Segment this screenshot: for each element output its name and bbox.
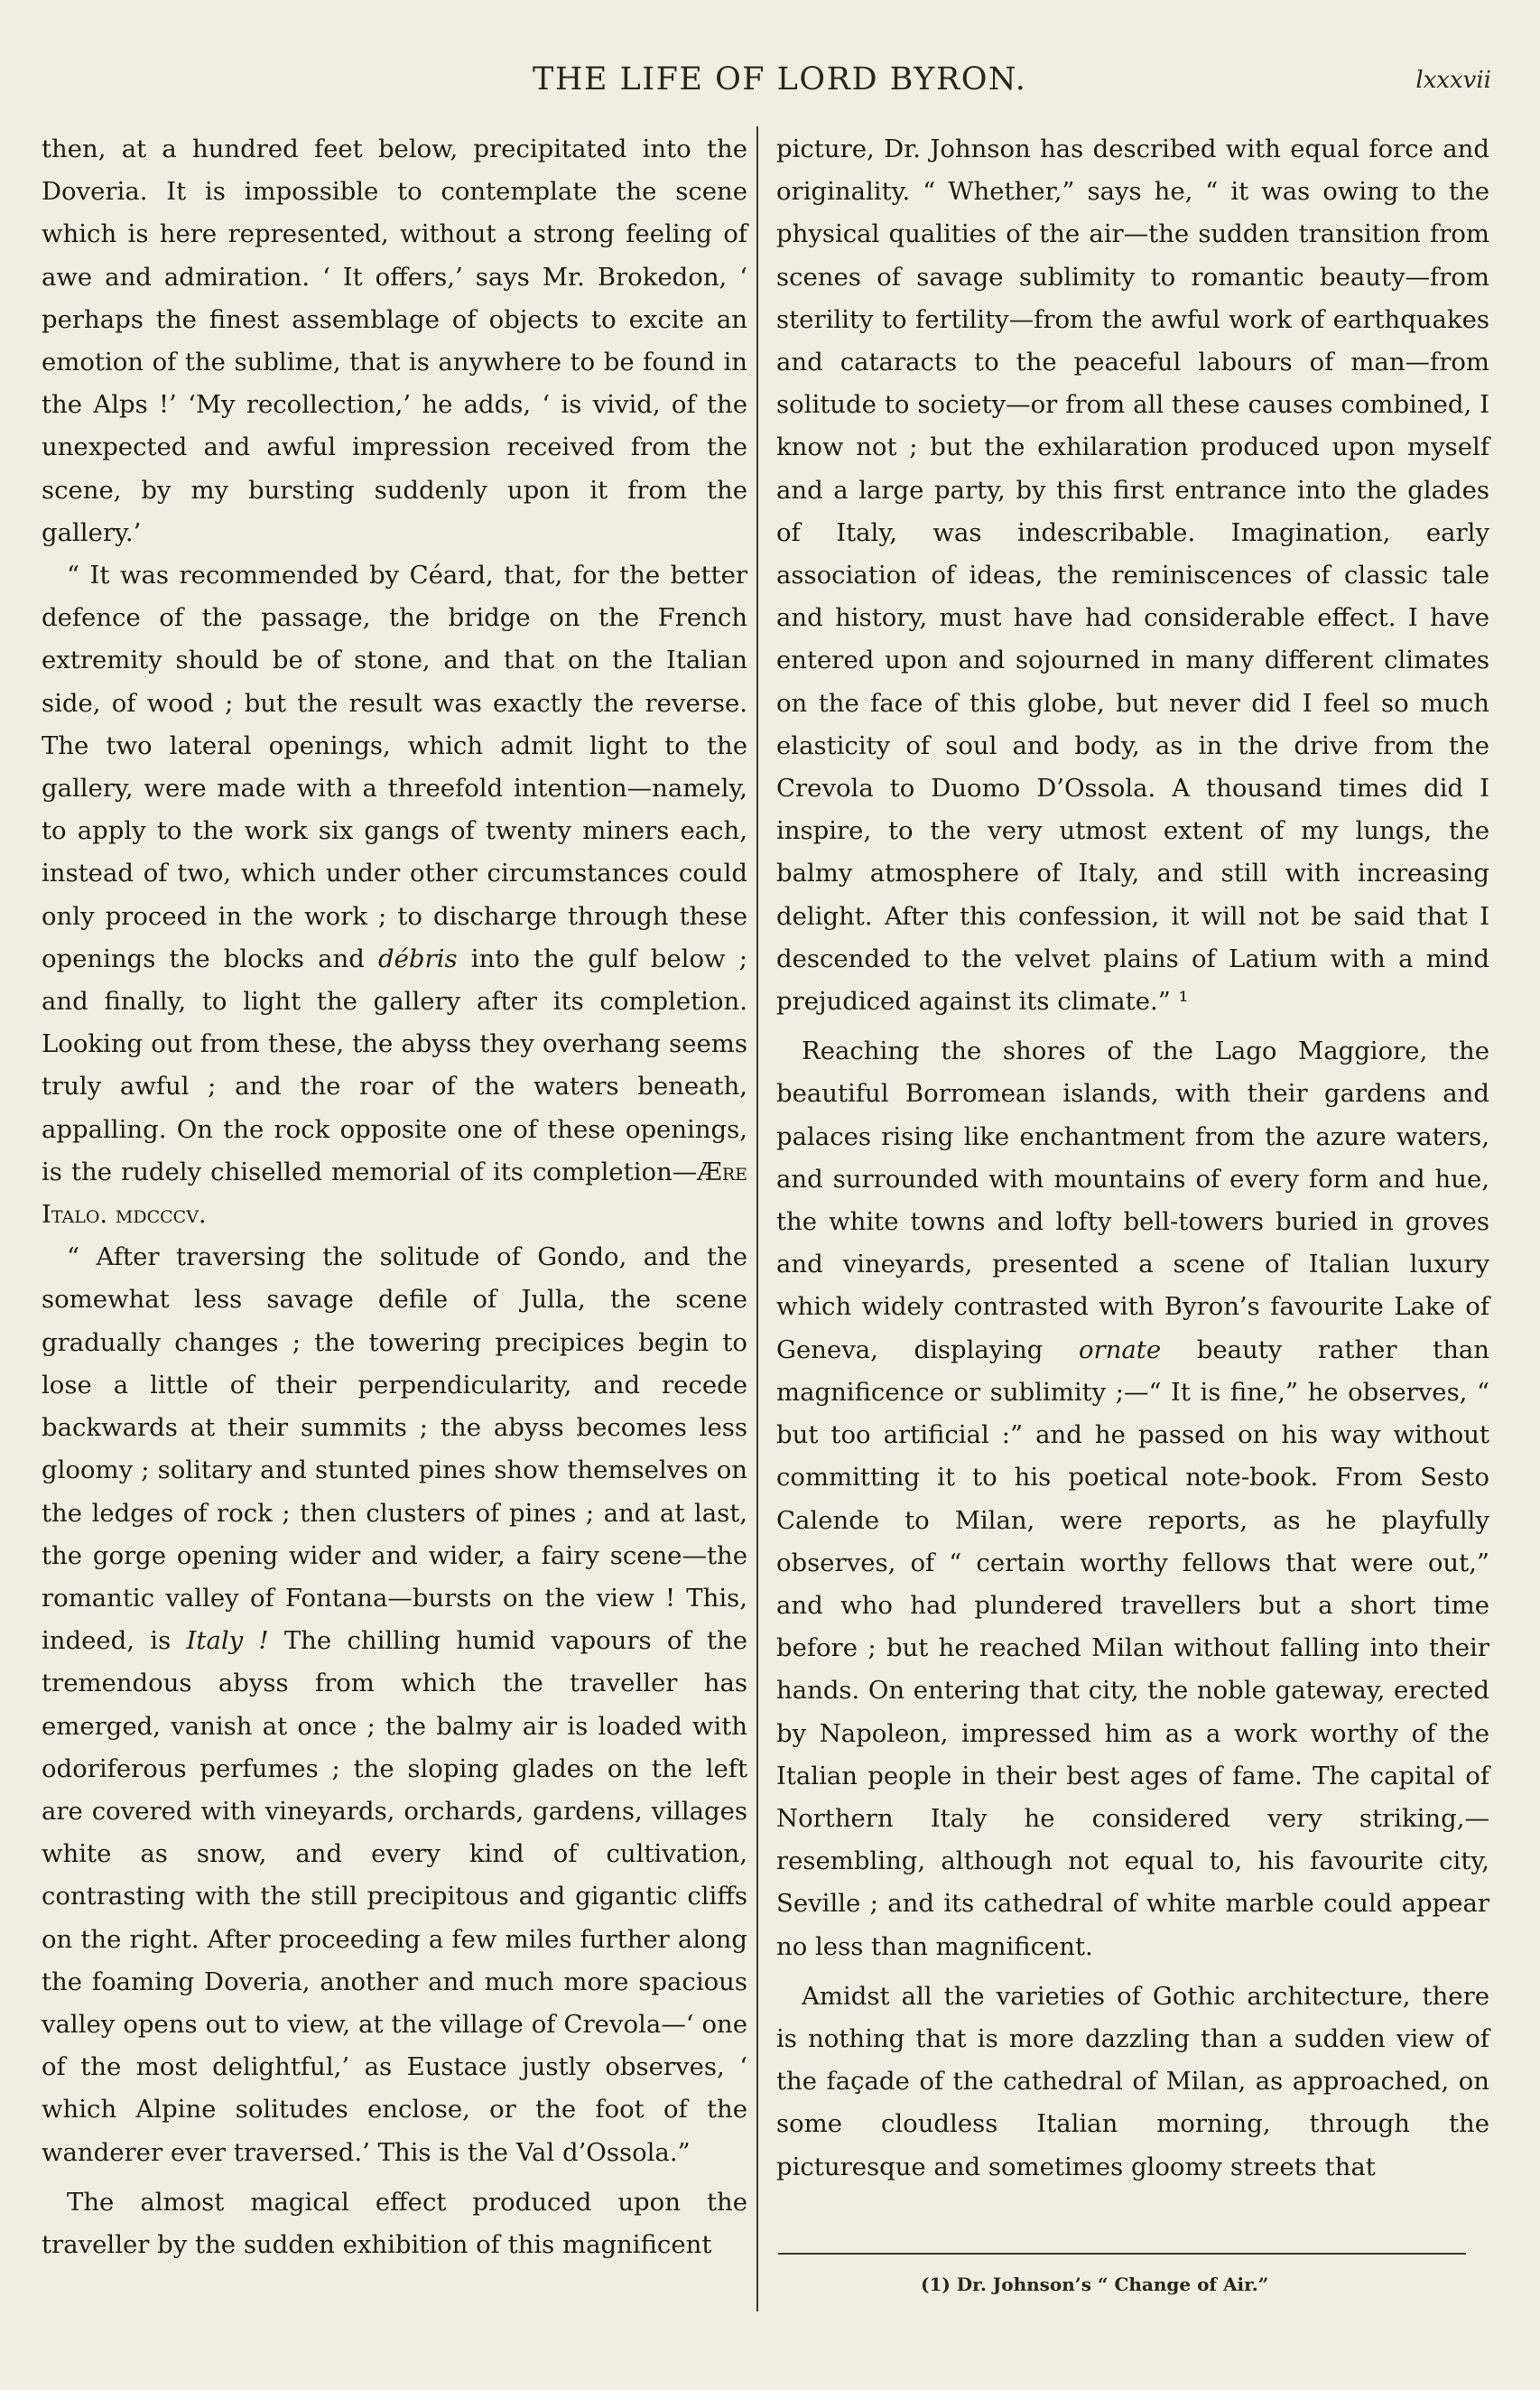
paragraph-ceard bbox=[42, 554, 747, 1236]
paragraph-johnson: picture, Dr. Johnson has described with equal force and originality. “ Whether,” says he, “ it was owing to the physical qualities of the air—the sudden transition from scenes of savage sublimity to romantic beauty—from sterility to fertility—from the awful work of earthquakes and cataracts to the peaceful labours of man—from solitude to society—or from all these causes combined, I know not ; but the exhilaration produced upon myself and a large party, by this first entrance into the glades of Italy, was indescribable. Imagination, early association of ideas, the reminiscences of classic tale and history, must have had considerable effect. I have entered upon and sojourned in many different climates on the face of this globe, but never did I feel so much elasticity of soul and body, as in the drive from the Crevola to Duomo D’Ossola. A thousand times did I inspire, to the very utmost extent of my lungs, the balmy atmosphere of Italy, and still with increasing delight. After this confession, it will not be said that I descended to the velvet plains of Latium with a mind prejudiced against its climate.” ¹ bbox=[776, 135, 1489, 1017]
text-run: “ After traversing the solitude of Gondo, and the somewhat less savage defile of Julla, the scene gradually changes ; the towering precipices begin to lose a little of their perpendicularity, and recede backwards at their summits ; the abyss becomes less gloomy ; solitary and stunted pines show themselves on the ledges of rock ; then clusters of pines ; and at last, the gorge opening wider and wider, a fairy scene—the romantic valley of Fontana—bursts on the view ! This, indeed, is bbox=[42, 1242, 747, 1656]
inscription: Ære Italo. mdcccv. bbox=[42, 1157, 747, 1230]
right-column bbox=[776, 128, 1489, 2189]
footnote-rule bbox=[778, 2253, 1466, 2255]
footnote: (1) Dr. Johnson’s “ Change of Air.” bbox=[921, 2274, 1269, 2295]
text-run: “ It was recommended by Céard, that, for the better defence of the passage, the bridge on the French extremity should be of stone, and that on the Italian side, of wood ; but the result was exactly the reverse. The two lateral openings, which admit light to the gallery, were made with a threefold intention—namely, to apply to the work six gangs of twenty miners each, instead of two, which under other circumstances could only proceed in the work ; to discharge through these openings the blocks and bbox=[42, 561, 747, 973]
text-run: into the gulf below ; and finally, to light the gallery after its completion. Looking out from these, the abyss they overhang seems truly awful ; and the roar of the waters beneath, appalling. On the rock opposite one of these openings, is the rudely chiselled memorial of its completion— bbox=[42, 944, 747, 1186]
page-number: lxxxvii bbox=[1415, 67, 1491, 94]
paragraph-magical-effect: The almost magical effect produced upon the traveller by the sudden exhibition of this magnificent bbox=[42, 2187, 747, 2259]
text-run: The chilling humid vapours of the tremendous abyss from which the traveller has emerged, vanish at once ; the balmy air is loaded with odoriferous perfumes ; the sloping glades on the left are covered with vineyards, orchards, gardens, villages white as snow, and every kind of cultivation, contrasting with the still precipitous and gigantic cliffs on the right. After proceeding a few miles further along the foaming Doveria, another and much more spacious valley opens out to view, at the village of Crevola—‘ one of the most delightful,’ as Eustace justly observes, ‘ which Alpine solitudes enclose, or the foot of the wanderer ever traversed.’ This is the Val d’Ossola.” bbox=[42, 1626, 748, 2167]
paragraph-gothic: Amidst all the varieties of Gothic architecture, there is nothing that is more dazzling than a sudden view of the façade of the cathedral of Milan, as approached, on some cloudless Italian morning, through the picturesque and sometimes gloomy streets that bbox=[776, 1981, 1489, 2181]
italic-term: Italy ! bbox=[186, 1626, 269, 1656]
text-run: beauty rather than magnificence or sublimity ;—“ It is fine,” he observes, “ but too artificial :” and he passed on his way without committing it to his poetical note-book. From Sesto Calende to Milan, were reports, as he playfully observes, of “ certain worthy fellows that were out,” and who had plundered travellers but a short time before ; but he reached Milan without falling into their hands. On entering that city, the noble gateway, erected by Napoleon, impressed him as a work worthy of the Italian people in their best ages of fame. The capital of Northern Italy he considered very striking,—resembling, although not equal to, his favourite city, Seville ; and its cathedral of white marble could appear no less than magnificent. bbox=[776, 1334, 1490, 1961]
text-run: Reaching the shores of the Lago Maggiore, the beautiful Borromean islands, with their gardens and palaces rising like enchantment from the azure waters, and surrounded with mountains of every form and hue, the white towns and lofty bell-towers buried in groves and vineyards, presented a scene of Italian luxury which widely contrasted with Byron’s favourite Lake of Geneva, displaying bbox=[776, 1037, 1489, 1364]
italic-term: débris bbox=[378, 944, 458, 973]
paragraph-gondo bbox=[42, 1236, 747, 2173]
italic-term: ornate bbox=[1079, 1334, 1162, 1364]
page-header bbox=[0, 56, 1540, 110]
paragraph-doveria: then, at a hundred feet below, precipitated into the Doveria. It is impossible to contemplate the scene which is here represented, without a strong feeling of awe and admiration. ‘ It offers,’ says Mr. Brokedon, ‘ perhaps the finest assemblage of objects to excite an emotion of the sublime, that is anywhere to be found in the Alps !’ ‘My recollection,’ he adds, ‘ is vivid, of the unexpected and awful impression received from the scene, by my bursting suddenly upon it from the gallery.’ bbox=[42, 135, 747, 547]
left-column bbox=[42, 128, 747, 2266]
paragraph-lago-maggiore bbox=[776, 1030, 1489, 1967]
running-title: THE LIFE OF LORD BYRON. bbox=[533, 61, 1027, 98]
column-divider bbox=[756, 126, 758, 2311]
